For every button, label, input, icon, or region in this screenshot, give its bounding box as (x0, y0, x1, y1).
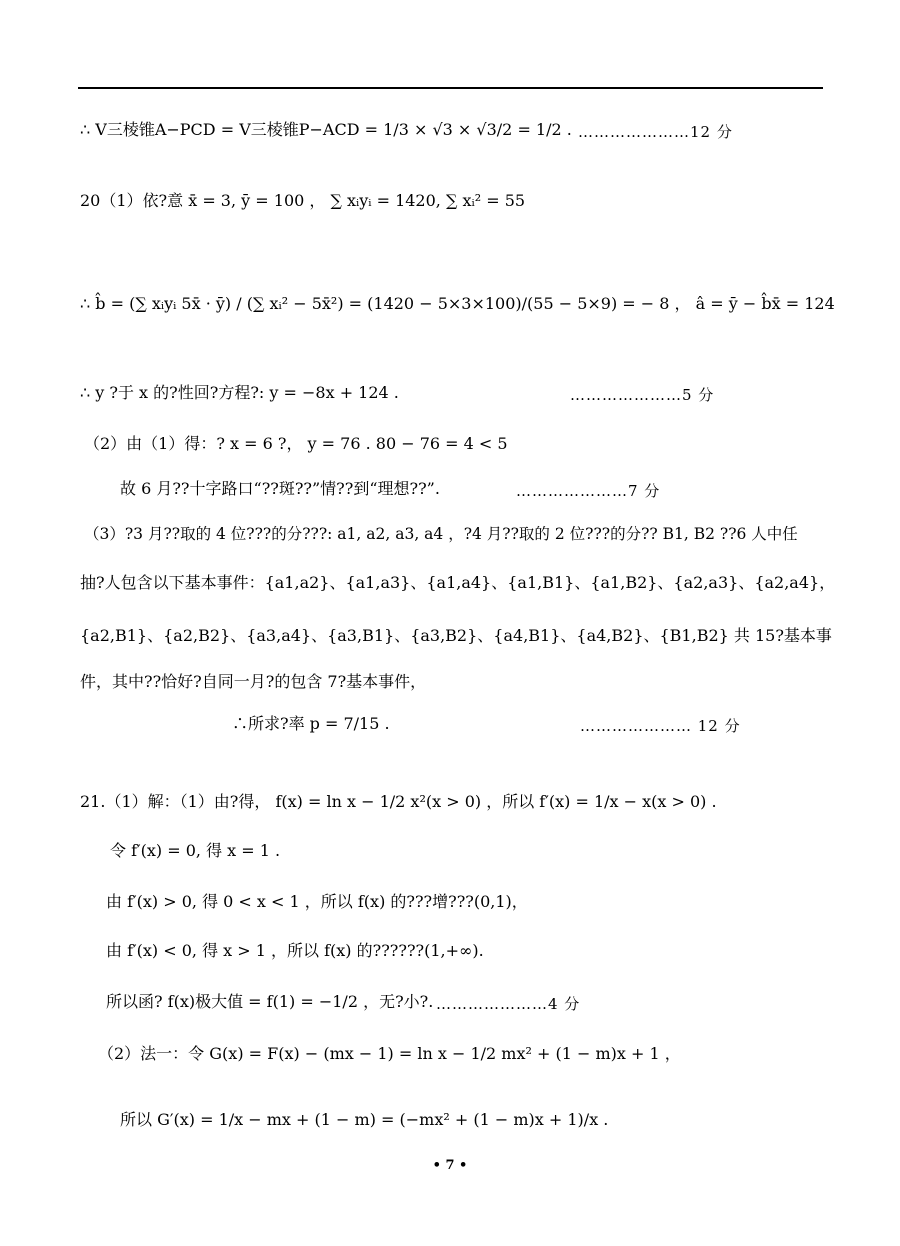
regression-equation: ∴ y ?于 x 的?性回?方程?: y = −8x + 124 . (80, 383, 399, 402)
q20-part2-result: （2）由（1）得：? x = 6 ?， y = 76 . 80 − 76 = 4 < 5 (84, 434, 508, 453)
decreasing-interval: 由 f′(x) < 0, 得 x > 1 ，所以 f(x) 的??????(1,+∞). (106, 941, 484, 960)
increasing-interval: 由 f′(x) > 0, 得 0 < x < 1 ，所以 f(x) 的???增???(0,1)， (106, 892, 528, 911)
regression-coefficient-formula: ∴ b̂ = (∑ xᵢyᵢ 5x̄ · ȳ) / (∑ xᵢ² − 5x̄²) = (1420 − 5×3×100)/(55 − 5×9) = − 8 ， â = ȳ − b̂x̄ = 124 (80, 294, 835, 313)
score-marker: …………………5 分 (570, 386, 715, 404)
page-number: • 7 • (432, 1158, 468, 1173)
score-marker: …………………7 分 (516, 482, 661, 500)
critical-point: 令 f′(x) = 0, 得 x = 1 . (110, 841, 281, 860)
q20-part2-conclusion: 故 6 月??十字路口“??斑??”情??到“理想??”. (120, 479, 440, 498)
score-marker: ………………… 12 分 (580, 717, 741, 735)
probability-result: ∴所求?率 p = 7/15 . (232, 714, 390, 733)
score-marker: …………………4 分 (436, 995, 581, 1013)
g-derivative: 所以 G′(x) = 1/x − mx + (1 − m) = (−mx² + (1 − m)x + 1)/x . (120, 1110, 609, 1129)
volume-equation: ∴ V三棱锥A−PCD = V三棱锥P−ACD = 1/3 × √3 × √3/2 = 1/2 . (80, 120, 572, 139)
q21-part2-method1: （2）法一：令 G(x) = F(x) − (mx − 1) = ln x − 1/2 mx² + (1 − m)x + 1 ， (98, 1044, 681, 1063)
basic-events-line-1: 抽?人包含以下基本事件：{a1,a2}、{a1,a3}、{a1,a4}、{a1,B1}、{a1,B2}、{a2,a3}、{a2,a4}， (80, 573, 836, 592)
basic-events-line-2: {a2,B1}、{a2,B2}、{a3,a4}、{a3,B1}、{a3,B2}、{a4,B1}、{a4,B2}、{B1,B2} 共 15?基本事 (80, 626, 832, 645)
header-rule (78, 87, 823, 89)
q20-part1-given: 20（1）依?意 x̄ = 3, ȳ = 100 ， ∑ xᵢyᵢ = 1420, ∑ xᵢ² = 55 (80, 191, 526, 210)
q21-part1-derivative: 21.（1）解：（1）由?得， f(x) = ln x − 1/2 x²(x > 0) ，所以 f′(x) = 1/x − x(x > 0) . (80, 792, 717, 811)
basic-events-count: 件，其中??恰好?自同一月?的包含 7?基本事件， (80, 672, 427, 691)
score-marker: …………………12 分 (578, 123, 733, 141)
extreme-value: 所以函? f(x)极大值 = f(1) = −1/2 ，无?小?. (106, 992, 434, 1011)
q20-part3-setup: （3）?3 月??取的 4 位???的分???: a1, a2, a3, a4 ，?4 月??取的 2 位???的分?? B1, B2 ??6 人中任 (84, 525, 798, 543)
